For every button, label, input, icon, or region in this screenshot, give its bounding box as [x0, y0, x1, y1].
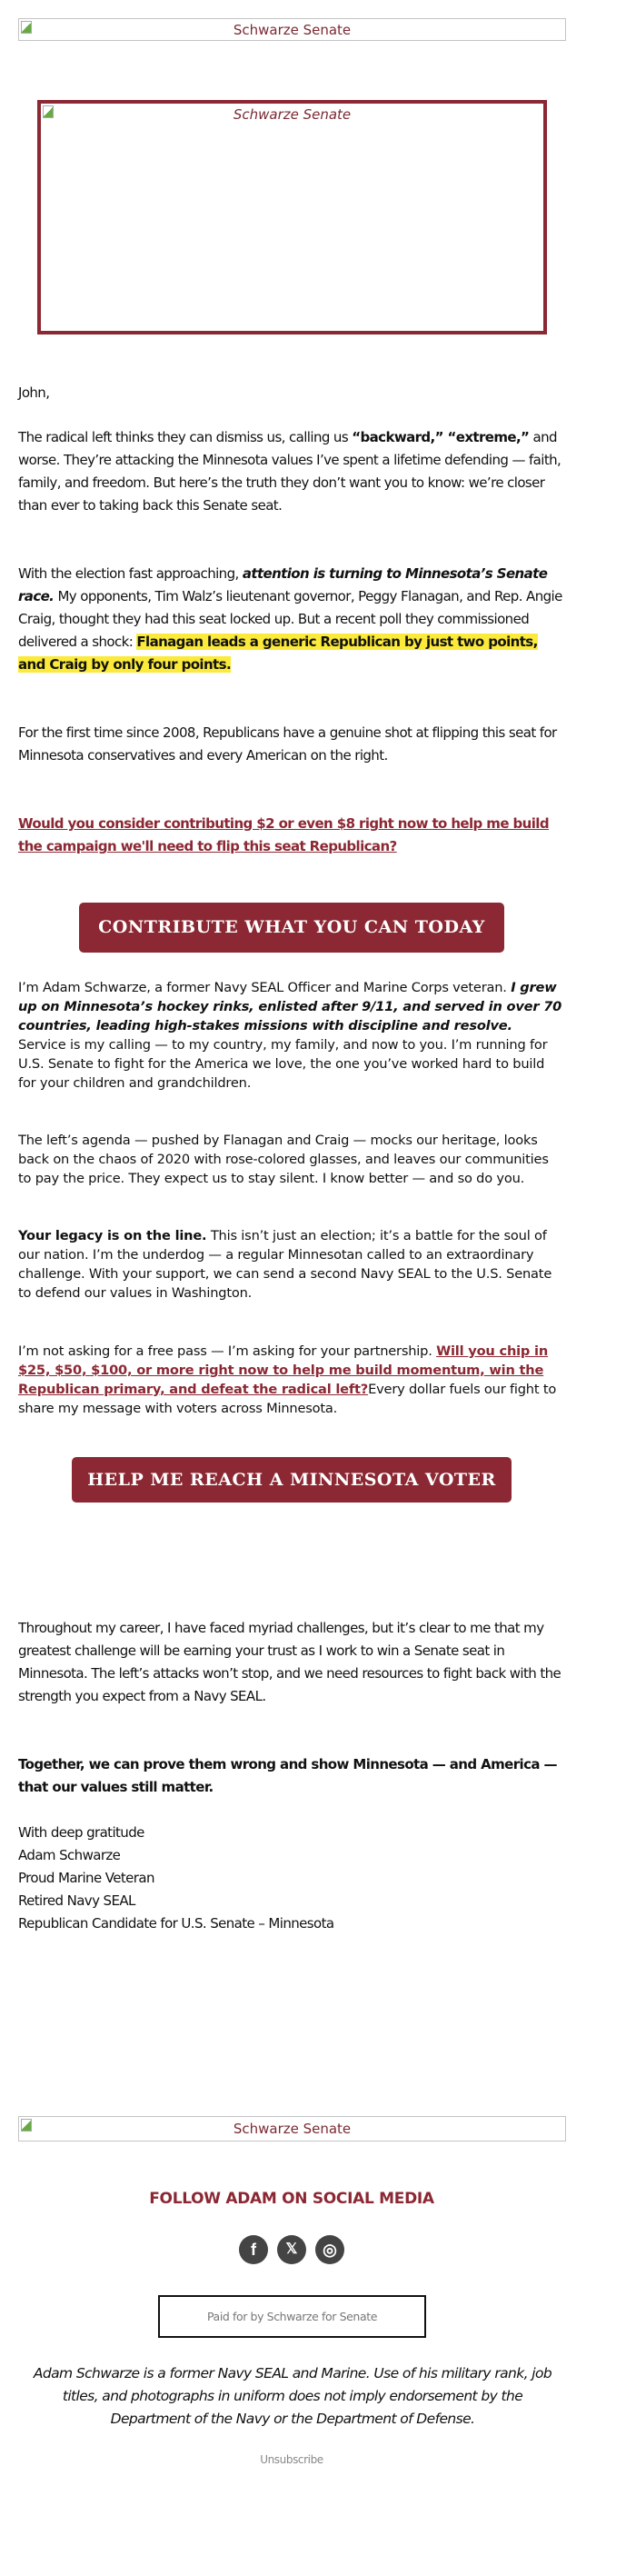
facebook-icon[interactable]: f: [239, 2235, 268, 2264]
chip-in-link[interactable]: Will you chip in $25, $50, $100, or more right now to help me build momentum, win the Republican primary, and defeat the radical left?: [18, 1343, 549, 1397]
contribute-ask-link[interactable]: Would you consider contributing $2 or even $8 right now to help me build the campaign we'll need to flip this seat Republican?: [18, 815, 549, 854]
header-image: Schwarze Senate: [18, 18, 566, 41]
broken-image-icon: [21, 2119, 32, 2132]
paragraph-8: Throughout my career, I have faced myriad challenges, but it’s clear to me that my greatest challenge will be earning your trust as I work to win a Senate seat in Minnesota. The left’s attacks won’t stop, and we need resources to fight back with the strength you expect from a Navy SEAL.: [18, 1620, 561, 1704]
broken-image-icon: [43, 105, 54, 118]
paragraph-1: The radical left thinks they can dismiss us, calling us “backward,” “extreme,” and worse. They’re attacking the Minnesota values I’ve spent a lifetime defending — faith, family, and freedom. But here’s the truth they don’t want you to know: we’re closer than ever to taking back this Senate seat.: [18, 429, 561, 514]
hero-image-frame: [37, 100, 547, 334]
contribute-button[interactable]: CONTRIBUTE WHAT YOU CAN TODAY: [79, 903, 504, 953]
disclaimer: Adam Schwarze is a former Navy SEAL and Marine. Use of his military rank, job titles, and photographs in uniform does not imply endorsement by the Department of the Navy or the Department of Defense.: [33, 2365, 552, 2427]
paragraph-9: Together, we can prove them wrong and show Minnesota — and America — that our values still matter.: [18, 1756, 557, 1795]
greeting: John,: [18, 384, 50, 401]
paragraph-2: With the election fast approaching, attention is turning to Minnesota’s Senate race. My opponents, Tim Walz’s lieutenant governor, Peggy Flanagan, and Rep. Angie Craig, thought they had this seat locked up. But a recent poll they commissioned delivered a shock: Flanagan leads a generic Republican by just two points, and Craig by only four points.: [18, 565, 562, 673]
paragraph-4: I’m Adam Schwarze, a former Navy SEAL Officer and Marine Corps veteran. I grew up on Minnesota’s hockey rinks, enlisted after 9/11, and served in over 70 countries, leading high-stakes missions with discipline and resolve. Service is my calling — to my country, my family, and now to you. I’m running for U.S. Senate to fight for the America we love, the one you’ve worked hard to build for your children and grandchildren.: [18, 980, 562, 1091]
paragraph-3: For the first time since 2008, Republicans have a genuine shot at flipping this seat for Minnesota conservatives and every American on the right.: [18, 724, 557, 764]
paid-for-box: Paid for by Schwarze for Senate: [158, 2295, 426, 2338]
reach-voter-button[interactable]: HELP ME REACH A MINNESOTA VOTER: [72, 1457, 512, 1503]
x-icon[interactable]: 𝕏: [277, 2235, 306, 2264]
paragraph-6: Your legacy is on the line. This isn’t just an election; it’s a battle for the soul of our nation. I’m the underdog — a regular Minnesotan called to an extraordinary challenge. With your support, we can send a second Navy SEAL to the U.S. Senate to defend our values in Washington.: [18, 1228, 552, 1301]
follow-heading: FOLLOW ADAM ON SOCIAL MEDIA: [149, 2190, 434, 2208]
paragraph-7: I’m not asking for a free pass — I’m asking for your partnership. Will you chip in $25, $50, $100, or more right now to help me build momentum, win the Republican primary, and defeat the radical left?Every dollar fuels our fight to share my message with voters across Minnesota.: [18, 1343, 557, 1416]
highlighted-poll-result: Flanagan leads a generic Republican by just two points, and Craig by only four points.: [18, 634, 538, 673]
hero-image: Schwarze Senate: [41, 104, 543, 331]
signoff: With deep gratitude Adam Schwarze Proud Marine Veteran Retired Navy SEAL Republican Candidate for U.S. Senate – Minnesota: [18, 1824, 334, 1932]
broken-image-icon: [21, 21, 32, 34]
footer-image: Schwarze Senate: [18, 2116, 566, 2142]
unsubscribe-link[interactable]: Unsubscribe: [260, 2453, 323, 2466]
paragraph-5: The left’s agenda — pushed by Flanagan and Craig — mocks our heritage, looks back on the chaos of 2020 with rose-colored glasses, and leaves our communities to pay the price. They expect us to stay silent. I know better — and so do you.: [18, 1133, 549, 1186]
instagram-icon[interactable]: ◎: [315, 2235, 344, 2264]
